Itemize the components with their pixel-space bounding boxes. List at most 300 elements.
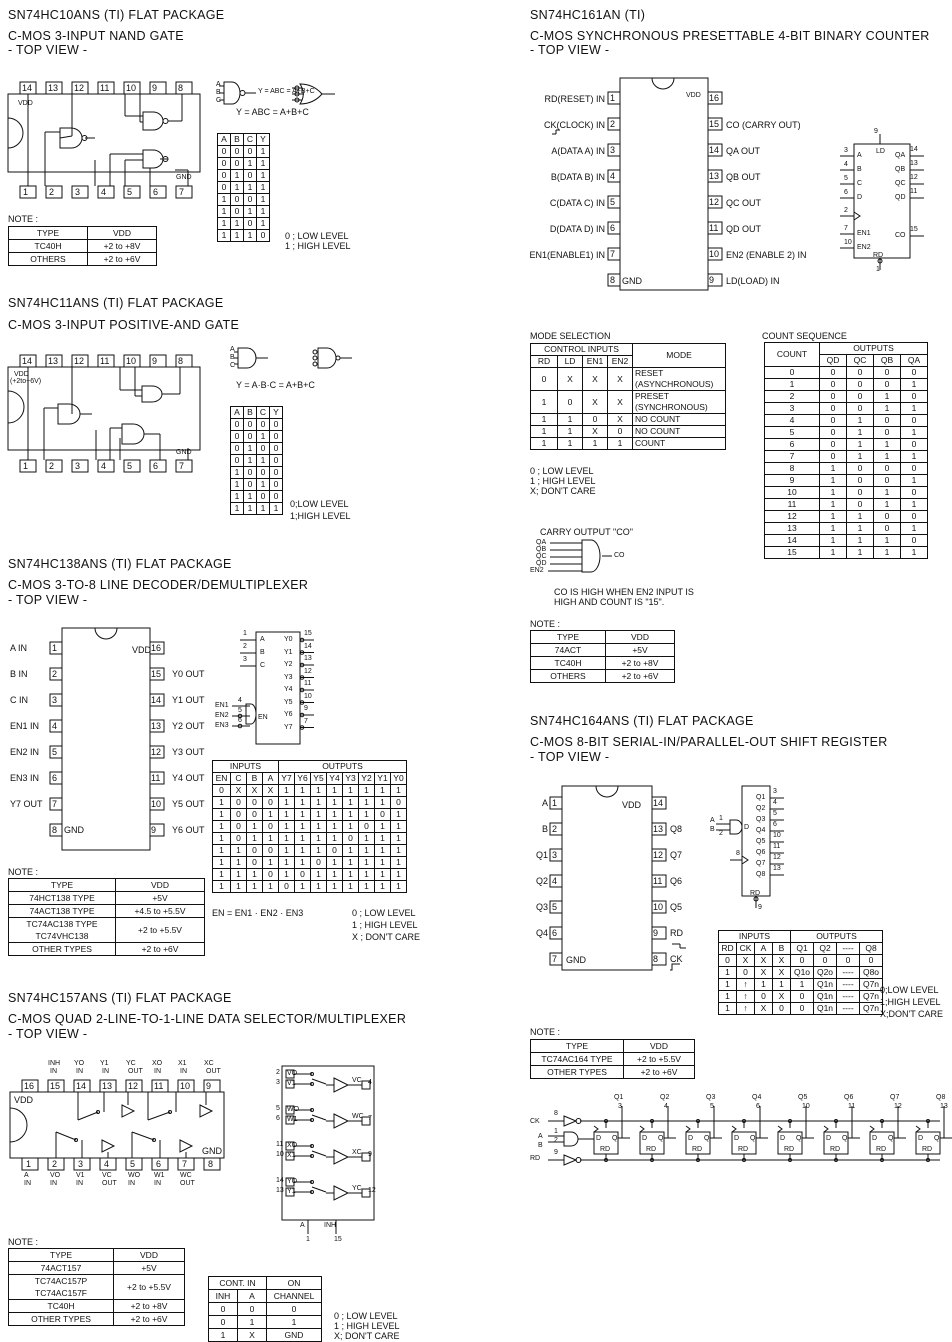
output-name: WC xyxy=(352,1113,364,1120)
hc138-view: - TOP VIEW - xyxy=(8,593,88,607)
buffer-symbol xyxy=(334,1078,348,1092)
pin-number: 6 xyxy=(552,928,558,938)
table-cell: 1 xyxy=(244,230,257,242)
table-cell: 0 xyxy=(209,1303,238,1316)
table-cell: Q2o xyxy=(814,967,837,979)
table-cell: Y1 xyxy=(375,773,391,785)
and-gate-symbol xyxy=(122,424,144,444)
hc164-chip-body xyxy=(562,786,652,970)
table-cell: 0 xyxy=(263,797,279,809)
table-cell: CONTROL INPUTS xyxy=(531,344,633,356)
pin-number: 6 xyxy=(238,717,242,724)
pin-suffix: IN xyxy=(154,1068,161,1075)
pin-number: 7 xyxy=(52,799,58,809)
table-cell: +2 to +8V xyxy=(606,657,675,670)
hc11-title: SN74HC11ANS (TI) FLAT PACKAGE xyxy=(8,296,224,310)
pin-name: Q2 xyxy=(535,876,548,886)
table-cell: 1 xyxy=(359,809,375,821)
table-cell: 1 xyxy=(847,439,874,451)
pin-suffix: OUT xyxy=(128,1068,143,1075)
table-cell: 1 xyxy=(257,479,270,491)
hc161-count-table xyxy=(764,342,928,559)
table-cell: 1 xyxy=(218,194,231,206)
pin-number: 6 xyxy=(773,821,777,828)
table-cell: 0 xyxy=(247,857,263,869)
table-cell: VDD xyxy=(88,227,157,240)
output-label: Q5 xyxy=(756,838,766,845)
input-label: C xyxy=(260,662,266,669)
pin-name: WO xyxy=(128,1172,141,1179)
table-cell: INPUTS xyxy=(719,931,791,943)
gnd-label: GND xyxy=(566,955,586,965)
table-cell: 0 xyxy=(558,391,583,414)
table-cell: 0 xyxy=(719,955,737,967)
table-cell: 1 xyxy=(218,230,231,242)
table-cell: 1 xyxy=(874,391,901,403)
pin-number: 7 xyxy=(304,717,308,725)
table-cell: 1 xyxy=(847,535,874,547)
pin-number: 1 xyxy=(876,266,880,273)
pin-number: 4 xyxy=(773,799,777,806)
pin-name: B IN xyxy=(10,669,28,679)
table-cell: 1 xyxy=(847,547,874,559)
table-cell: +2 to +6V xyxy=(88,253,157,266)
hc11-subtitle: C-MOS 3-INPUT POSITIVE-AND GATE xyxy=(8,318,240,332)
en-label: EN xyxy=(258,714,268,721)
table-cell: 0 xyxy=(257,443,270,455)
pin-number: 5 xyxy=(276,1105,280,1112)
vdd-label: VDD xyxy=(622,800,642,810)
pin-number: 8 xyxy=(554,1110,558,1117)
buffer-symbol xyxy=(334,1150,348,1164)
table-cell: 0 xyxy=(847,391,874,403)
table-cell: 1 xyxy=(257,170,270,182)
table-cell: C xyxy=(244,134,257,146)
pin-number: 3 xyxy=(844,147,848,154)
input-label: A xyxy=(230,346,235,353)
table-cell: 1 xyxy=(279,833,295,845)
table-cell: 0 xyxy=(343,833,359,845)
table-cell: 1 xyxy=(247,869,263,881)
table-cell: X xyxy=(773,967,791,979)
table-cell: 3 xyxy=(765,403,820,415)
table-cell: 0 xyxy=(847,367,874,379)
table-cell: 1 xyxy=(608,438,633,450)
table-cell: 0 xyxy=(391,797,407,809)
q-label: Q8 xyxy=(936,1094,946,1101)
pin-number: 12 xyxy=(773,854,781,861)
table-cell: 1 xyxy=(343,785,359,797)
table-cell: C xyxy=(257,407,270,419)
q-label: Q3 xyxy=(706,1094,716,1101)
table-cell: 1 xyxy=(263,857,279,869)
table-cell: X xyxy=(755,955,773,967)
pin-number: 11 xyxy=(100,83,110,93)
pin-number: 10 xyxy=(126,83,137,93)
output-label: Y6 xyxy=(284,711,293,718)
table-cell: +2 to +6V xyxy=(114,1313,185,1326)
q-label: Q2 xyxy=(660,1094,670,1101)
table-cell: 1 xyxy=(359,857,375,869)
pin-number: 6 xyxy=(153,187,159,197)
table-cell: 0 xyxy=(773,1003,791,1015)
table-cell: 0 xyxy=(231,194,244,206)
pin-number: 11 xyxy=(910,188,918,195)
table-cell: 1 xyxy=(311,869,327,881)
pin-number: 2 xyxy=(49,187,55,197)
pin-number: 9 xyxy=(758,904,762,911)
pin-number: 12 xyxy=(368,1187,376,1194)
pin-number: 12 xyxy=(894,1103,902,1110)
table-cell: 0 xyxy=(791,991,814,1003)
table-cell: 1 xyxy=(213,809,231,821)
wire xyxy=(78,1112,98,1120)
table-cell: 1 xyxy=(375,821,391,833)
pin-number: 14 xyxy=(709,145,720,155)
table-cell: 1 xyxy=(327,809,343,821)
pin-number: 6 xyxy=(276,1115,280,1122)
table-cell: 1 xyxy=(901,475,928,487)
table-cell: Q7n xyxy=(860,979,883,991)
inversion-bubble xyxy=(313,362,317,366)
carry-input: QB xyxy=(536,546,547,553)
table-cell: 1 xyxy=(279,809,295,821)
pin-number: 12 xyxy=(653,850,664,860)
table-cell: 1 xyxy=(375,833,391,845)
pin-number: 11 xyxy=(848,1103,856,1110)
hc157-chip-body xyxy=(10,1092,224,1158)
table-cell: 0 xyxy=(257,467,270,479)
table-cell: 0 xyxy=(860,955,883,967)
table-cell: 1 xyxy=(270,503,283,515)
pin-number: 6 xyxy=(156,1159,162,1169)
table-cell: ---- xyxy=(837,991,860,1003)
pin-number: 12 xyxy=(709,197,720,207)
output-label: Y7 xyxy=(284,723,293,731)
table-cell: X xyxy=(755,967,773,979)
table-cell: 1 xyxy=(295,833,311,845)
table-cell: ---- xyxy=(837,979,860,991)
table-cell: 0 xyxy=(247,797,263,809)
pin-number: 13 xyxy=(940,1103,948,1110)
table-cell: 1 xyxy=(279,797,295,809)
ff-d: D xyxy=(872,1135,878,1142)
table-cell: 0 xyxy=(847,475,874,487)
table-cell: 0 xyxy=(244,431,257,443)
pin-number: 5 xyxy=(773,810,777,817)
pin-number: 9 xyxy=(709,275,715,285)
table-cell: 1 xyxy=(901,499,928,511)
table-cell: B xyxy=(231,134,244,146)
hc164-note-table xyxy=(530,1039,695,1079)
table-cell: 1 xyxy=(765,379,820,391)
table-cell: Q7n xyxy=(860,1003,883,1015)
and-gate-symbol xyxy=(246,704,256,724)
legend-item: X; DON'T CARE xyxy=(530,486,596,496)
table-cell: 1 xyxy=(375,845,391,857)
table-cell: 0 xyxy=(257,491,270,503)
carry-input: EN2 xyxy=(530,567,544,574)
table-cell: +5V xyxy=(116,892,205,905)
pin-suffix: IN xyxy=(50,1180,57,1187)
table-cell: OTHERS xyxy=(9,253,88,266)
table-cell: 1 xyxy=(257,182,270,194)
pin-number: 12 xyxy=(128,1081,139,1091)
table-cell: 1 xyxy=(244,443,257,455)
table-cell: 1 xyxy=(719,967,737,979)
table-cell: 1 xyxy=(359,845,375,857)
table-cell: QB xyxy=(874,355,901,367)
table-cell: 1 xyxy=(874,547,901,559)
table-cell: 0 xyxy=(791,1003,814,1015)
table-cell: Y xyxy=(270,407,283,419)
pin-number: 8 xyxy=(178,83,184,93)
table-cell: CHANNEL xyxy=(267,1290,322,1303)
table-cell: 7 xyxy=(765,451,820,463)
table-cell: 1 xyxy=(218,218,231,230)
table-cell: 1 xyxy=(257,146,270,158)
q-label: Q6 xyxy=(844,1094,854,1101)
table-cell: 1 xyxy=(327,785,343,797)
table-cell: 0 xyxy=(820,379,847,391)
ff-q: Q xyxy=(750,1135,756,1142)
table-cell: Q1 xyxy=(791,943,814,955)
table-cell: 1 xyxy=(901,451,928,463)
table-cell: X xyxy=(238,1329,267,1342)
table-cell: 1 xyxy=(375,797,391,809)
table-cell: +2 to +5.5V xyxy=(114,1275,185,1300)
table-cell: 1 xyxy=(327,821,343,833)
pin-number: 5 xyxy=(127,187,133,197)
table-cell: OTHERS xyxy=(531,670,606,683)
table-cell: PRESET (SYNCHRONOUS) xyxy=(633,391,726,414)
output-label: QC xyxy=(895,180,906,187)
output-label: Y1 xyxy=(284,648,293,656)
table-cell: MODE xyxy=(633,344,726,368)
table-cell: 1 xyxy=(901,379,928,391)
wire xyxy=(312,1079,326,1084)
table-cell: INPUTS xyxy=(213,761,279,773)
table-cell: OTHER TYPES xyxy=(531,1066,624,1079)
pin-number: 11 xyxy=(709,223,719,233)
hc10-chip-body xyxy=(8,94,200,172)
pin-number: 14 xyxy=(910,146,918,153)
table-cell: 0 xyxy=(231,419,244,431)
pin-number: 8 xyxy=(52,825,58,835)
table-cell: 1 xyxy=(343,857,359,869)
table-cell: 0 xyxy=(270,431,283,443)
table-cell: 1 xyxy=(820,547,847,559)
table-cell: 1 xyxy=(295,797,311,809)
carry-input: QC xyxy=(536,553,547,560)
table-cell: TC40H xyxy=(9,1300,114,1313)
hc161-view: - TOP VIEW - xyxy=(530,43,610,57)
table-cell: B xyxy=(247,773,263,785)
table-cell: X xyxy=(755,1003,773,1015)
pin-number: 3 xyxy=(75,461,81,471)
hc161-notch xyxy=(652,78,674,89)
nand-gate-symbol xyxy=(60,128,82,148)
table-cell: Q1n xyxy=(814,979,837,991)
pin-name: Q6 xyxy=(670,876,683,886)
table-cell: 0 xyxy=(244,146,257,158)
pin-suffix: OUT xyxy=(206,1068,221,1075)
gnd-label: GND xyxy=(176,174,192,181)
table-cell: 0 xyxy=(263,821,279,833)
ff-q: Q xyxy=(796,1135,802,1142)
pin-number: 10 xyxy=(276,1151,284,1158)
table-cell: 0 xyxy=(814,955,837,967)
table-cell: X xyxy=(583,391,608,414)
pin-number: 2 xyxy=(552,824,558,834)
pin-number: 2 xyxy=(844,207,848,214)
input-label: C xyxy=(216,97,222,104)
table-cell: 0 xyxy=(263,869,279,881)
table-cell: 0 xyxy=(244,170,257,182)
pin-name: QA OUT xyxy=(726,146,761,156)
pin-number: 11 xyxy=(653,876,663,886)
table-cell: 1 xyxy=(901,427,928,439)
table-cell: 1 xyxy=(244,491,257,503)
hc157-note-table xyxy=(8,1248,185,1326)
table-cell: 0 xyxy=(874,427,901,439)
table-cell: 1 xyxy=(847,523,874,535)
table-cell: 1 xyxy=(311,785,327,797)
table-cell: 1 xyxy=(231,881,247,893)
table-cell: C xyxy=(231,773,247,785)
table-cell: 0 xyxy=(231,797,247,809)
hc157-view: - TOP VIEW - xyxy=(8,1027,88,1041)
table-cell: EN xyxy=(213,773,231,785)
hc161-subtitle: C-MOS SYNCHRONOUS PRESETTABLE 4-BIT BINARY COUNTER xyxy=(530,29,930,43)
en-label: EN3 xyxy=(215,722,229,729)
legend-item: X ; DON'T CARE xyxy=(352,932,421,942)
table-cell: 1 xyxy=(295,881,311,893)
table-cell: 1 xyxy=(391,785,407,797)
ff-rd: RD xyxy=(876,1146,887,1153)
table-cell: 1 xyxy=(295,809,311,821)
pin-name: Y1 xyxy=(287,1188,296,1195)
ff-d: D xyxy=(734,1135,740,1142)
pin-number: 13 xyxy=(102,1081,113,1091)
input-label: A xyxy=(857,152,862,159)
pin-number: 10 xyxy=(653,902,664,912)
pin-number: 5 xyxy=(130,1159,136,1169)
table-cell: 74HCT138 TYPE xyxy=(9,892,116,905)
pin-name: Y1 OUT xyxy=(172,695,205,705)
ff-d: D xyxy=(826,1135,832,1142)
pin-number: 1 xyxy=(23,187,29,197)
table-cell: RD xyxy=(531,356,558,368)
table-cell: NO COUNT xyxy=(633,426,726,438)
table-cell: 1 xyxy=(391,845,407,857)
pin-number: 2 xyxy=(610,119,616,129)
pin-name: Y6 OUT xyxy=(172,825,205,835)
table-cell: 1 xyxy=(257,431,270,443)
boolean-equation: Y = ABC = A+B+C xyxy=(236,107,309,117)
table-cell: 0 xyxy=(231,809,247,821)
table-cell: 0 xyxy=(218,158,231,170)
hc138-truth-table xyxy=(212,760,407,893)
pin-name: Q3 xyxy=(535,902,548,912)
table-cell: X xyxy=(247,785,263,797)
pin-name: YO xyxy=(287,1178,298,1185)
table-cell: 1 xyxy=(583,438,608,450)
q-label: Q4 xyxy=(752,1094,762,1101)
pin-name: EN2 IN xyxy=(10,747,40,757)
table-cell: 0 xyxy=(901,439,928,451)
table-cell: B xyxy=(773,943,791,955)
ff-rd: RD xyxy=(646,1146,657,1153)
pin-name: Q8 xyxy=(670,824,683,834)
table-cell: 1 xyxy=(279,857,295,869)
table-cell: 0 xyxy=(231,821,247,833)
table-cell: Y2 xyxy=(359,773,375,785)
hc161-chip-body xyxy=(620,78,708,290)
pin-number: 1 xyxy=(554,1128,558,1135)
table-cell: 0 xyxy=(270,479,283,491)
pin-suffix: IN xyxy=(180,1068,187,1075)
output-label: QA xyxy=(895,152,906,159)
table-cell: QC xyxy=(847,355,874,367)
table-cell: TYPE xyxy=(9,227,88,240)
table-cell: TYPE xyxy=(9,1249,114,1262)
ff-d: D xyxy=(780,1135,786,1142)
table-cell: 1 xyxy=(231,845,247,857)
table-cell: 1 xyxy=(820,475,847,487)
pin-number: 1 xyxy=(23,461,29,471)
table-cell: TYPE xyxy=(9,879,116,892)
table-cell: 1 xyxy=(279,821,295,833)
table-cell: 1 xyxy=(343,881,359,893)
wire xyxy=(312,1151,326,1156)
clock-triangle xyxy=(824,1126,828,1132)
table-cell: ---- xyxy=(837,967,860,979)
pin-number: 14 xyxy=(304,642,312,650)
pin-number: 13 xyxy=(910,160,918,167)
table-cell: Y xyxy=(257,134,270,146)
output-label: Y4 xyxy=(284,686,293,693)
table-cell: 14 xyxy=(765,535,820,547)
table-cell: +4.5 to +5.5V xyxy=(116,905,205,918)
inversion-bubble xyxy=(163,119,168,124)
table-cell: 1 xyxy=(257,218,270,230)
table-cell: 1 xyxy=(311,821,327,833)
pin-suffix: IN xyxy=(50,1068,57,1075)
table-cell: 74ACT138 TYPE xyxy=(9,905,116,918)
table-cell: COUNT xyxy=(633,438,726,450)
pin-name: QD OUT xyxy=(726,224,761,234)
pin-number: 11 xyxy=(276,1141,284,1148)
pin-name: EN1 IN xyxy=(10,721,40,731)
input-label: A xyxy=(260,636,265,643)
table-cell: 1 xyxy=(874,439,901,451)
clock-triangle xyxy=(594,1126,598,1132)
logic-equation: Y = ABC = A+B+C xyxy=(258,88,315,95)
wire xyxy=(60,136,72,138)
table-cell: 1 xyxy=(257,206,270,218)
table-cell: 6 xyxy=(765,439,820,451)
carry-input: QD xyxy=(536,560,547,567)
buffer-symbol xyxy=(200,1105,212,1117)
pin-number: 5 xyxy=(552,902,558,912)
buffer-symbol xyxy=(102,1140,114,1152)
table-cell: 1 xyxy=(247,821,263,833)
hc11-notch xyxy=(8,391,24,423)
pin-number: 9 xyxy=(554,1149,558,1156)
pin-number: 2 xyxy=(52,669,58,679)
pin-number: 11 xyxy=(154,1081,164,1091)
